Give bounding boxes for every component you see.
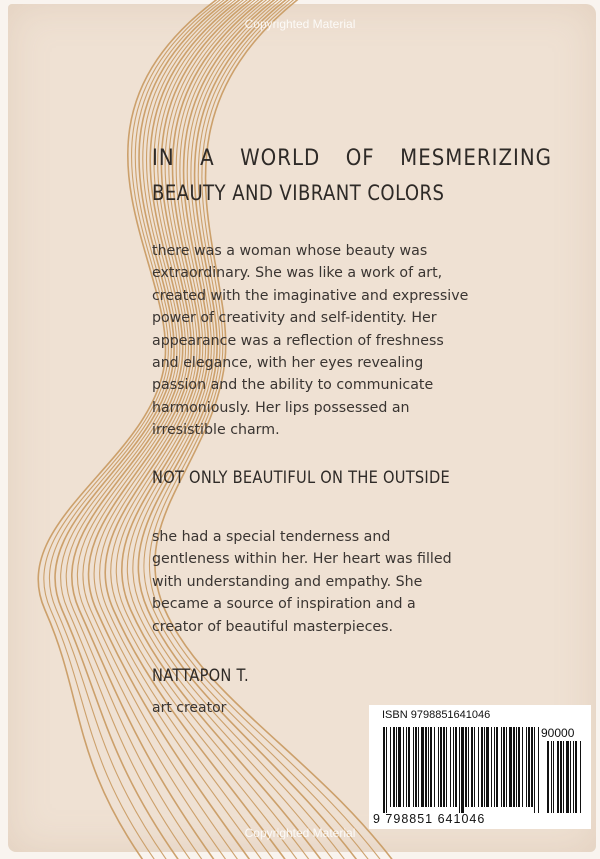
barcode-bar	[494, 727, 495, 807]
barcode-bar	[383, 727, 385, 813]
paragraph-1	[152, 240, 542, 442]
barcode-bar	[428, 727, 429, 807]
addon-bar	[563, 741, 564, 813]
paragraph-line: became a source of inspiration and a	[152, 596, 416, 613]
addon-bar	[580, 741, 581, 813]
barcode-bar	[484, 727, 485, 807]
paragraph-line: passion and the ability to communicate	[152, 377, 434, 394]
paragraph-line: power of creativity and self-identity. Her	[152, 310, 437, 327]
addon-bar	[570, 741, 571, 813]
addon-bar	[553, 741, 554, 813]
addon-bar	[547, 741, 549, 813]
addon-bar	[557, 741, 559, 813]
paragraph-line: gentleness within her. Her heart was filled	[152, 551, 452, 568]
barcode-bar	[398, 727, 401, 807]
barcode-bar	[450, 727, 451, 807]
barcode-bar	[526, 727, 527, 807]
isbn-barcode-panel	[369, 705, 591, 829]
barcode-bar	[509, 727, 512, 807]
barcode-bar	[501, 727, 502, 807]
paragraph-line: created with the imaginative and expressive	[152, 287, 469, 304]
heading-word: MESMERIZING	[400, 146, 552, 171]
watermark-bottom: Copyrighted Material	[244, 826, 356, 840]
barcode-bar	[478, 727, 479, 807]
barcode-digits: 9 798851 641046	[373, 812, 486, 826]
heading-word: IN	[152, 146, 175, 171]
paragraph-line: creator of beautiful masterpieces.	[152, 618, 394, 635]
barcode-bar	[453, 727, 454, 807]
heading-word: A	[200, 146, 215, 171]
heading-word: WORLD	[240, 146, 321, 171]
barcode-bar	[406, 727, 407, 807]
barcode-bar	[513, 727, 515, 807]
barcode-bar	[518, 727, 520, 807]
paragraph-2	[152, 526, 542, 638]
paragraph-line: harmoniously. Her lips possessed an	[152, 399, 410, 416]
barcode-bar	[415, 727, 417, 807]
addon-bar	[575, 741, 577, 813]
author-name: NATTAPON T.	[152, 666, 249, 686]
heading-word: OF	[345, 146, 375, 171]
barcode-bar	[522, 727, 523, 807]
barcode-bar	[538, 727, 539, 813]
barcode-bar	[496, 727, 498, 807]
barcode-bar	[443, 727, 445, 807]
barcode-bar	[491, 727, 492, 807]
barcode-bar	[461, 727, 464, 813]
watermark-top: Copyrighted Material	[244, 17, 356, 31]
paragraph-line: appearance was a reflection of freshness	[152, 332, 444, 349]
addon-bar	[573, 741, 574, 813]
paragraph-line: irresistible charm.	[152, 422, 280, 439]
barcode-bar	[413, 727, 414, 807]
barcode-bar	[534, 727, 535, 813]
price-code: 90000	[541, 726, 575, 740]
barcode-bar	[503, 727, 505, 807]
barcode-bar	[396, 727, 397, 807]
barcode-bar	[421, 727, 424, 807]
barcode-bar	[531, 727, 533, 807]
barcode-bars	[379, 727, 584, 817]
barcode-bar	[486, 727, 489, 807]
barcode-bar	[468, 727, 469, 807]
barcode-bar	[438, 727, 439, 807]
barcode-bar	[408, 727, 410, 807]
barcode-bar	[386, 727, 387, 813]
barcode-bar	[446, 727, 447, 807]
barcode-bar	[430, 727, 432, 807]
heading-line-1	[152, 142, 552, 176]
barcode-bar	[481, 727, 483, 807]
barcode-bar	[390, 727, 391, 807]
barcode-bar	[528, 727, 530, 807]
heading-line-2: BEAUTY AND VIBRANT COLORS	[152, 181, 445, 205]
author-role: art creator	[152, 700, 227, 716]
paragraph-line: with understanding and empathy. She	[152, 573, 423, 590]
barcode-bar	[459, 727, 460, 813]
paragraph-line: extraordinary. She was like a work of art,	[152, 265, 443, 282]
paragraph-line: there was a woman whose beauty was	[152, 243, 428, 259]
barcode-bar	[418, 727, 419, 807]
addon-bar	[566, 741, 569, 813]
paragraph-line: and elegance, with her eyes revealing	[152, 355, 424, 372]
barcode-bar	[455, 727, 457, 807]
paragraph-line: she had a special tenderness and	[152, 529, 391, 545]
barcode-bar	[516, 727, 517, 807]
barcode-bar	[471, 727, 473, 807]
barcode-bar	[474, 727, 475, 807]
barcode-bar	[506, 727, 507, 807]
barcode-bar	[440, 727, 442, 807]
barcode-bar	[465, 727, 467, 807]
isbn-label: ISBN 9798851641046	[382, 709, 491, 721]
barcode-bar	[393, 727, 395, 807]
barcode-bar	[434, 727, 435, 807]
barcode-bar	[403, 727, 404, 807]
addon-bar	[551, 741, 552, 813]
barcode-bar	[425, 727, 427, 807]
addon-bar	[560, 741, 562, 813]
subheading-outside: NOT ONLY BEAUTIFUL ON THE OUTSIDE	[152, 468, 451, 488]
